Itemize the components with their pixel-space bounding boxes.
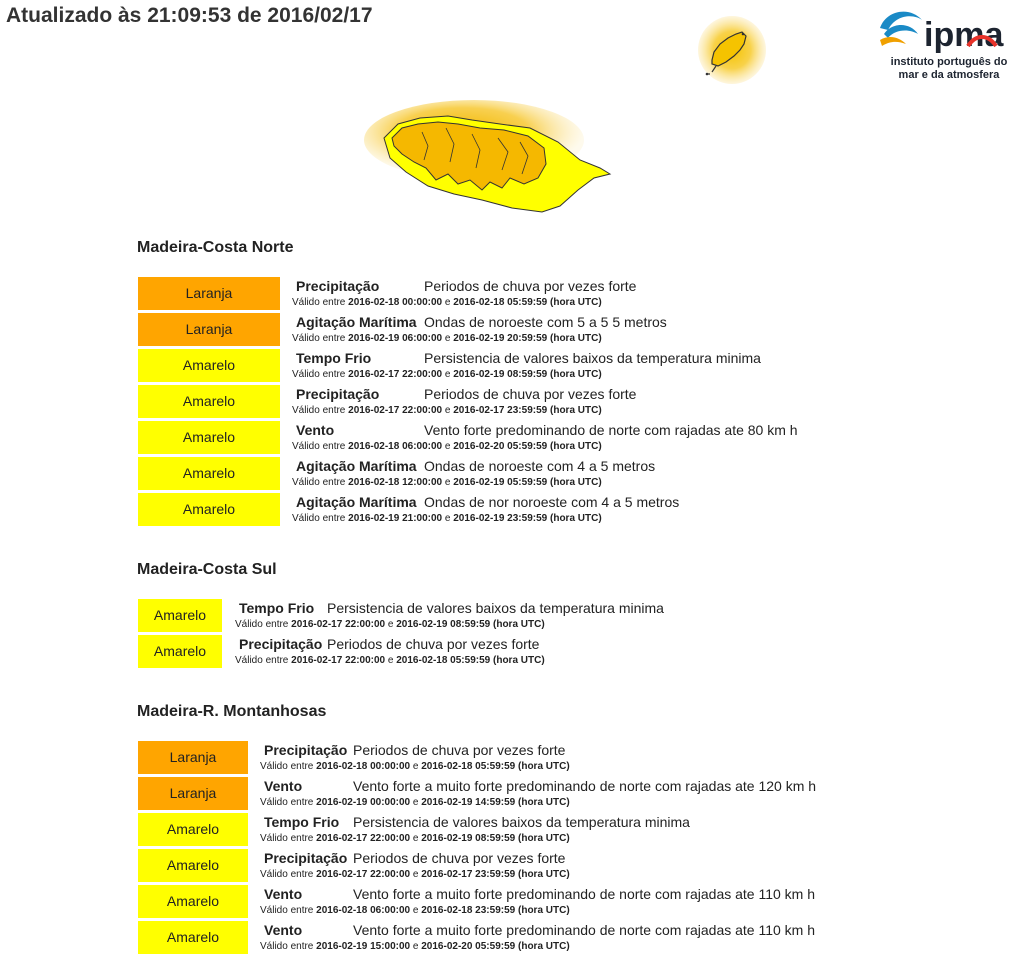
page-title: Atualizado às 21:09:53 de 2016/02/17 (6, 4, 373, 27)
warning-validity (292, 297, 602, 308)
validity-end: 2016-02-17 23:59:59 (453, 405, 548, 416)
validity-valid-prefix: Válido entre (292, 333, 346, 344)
validity-start: 2016-02-18 06:00:00 (316, 905, 411, 916)
warning-description: Vento forte a muito forte predominando de norte com rajadas ate 110 km h (353, 886, 816, 902)
warning-description: Periodos de chuva por vezes forte (327, 636, 540, 652)
warning-type-label: Tempo Frio (296, 350, 372, 366)
ipma-logo[interactable] (876, 4, 1022, 84)
validity-end: 2016-02-19 20:59:59 (453, 333, 548, 344)
warning-type-label: Tempo Frio (239, 600, 315, 616)
validity-conj: e (444, 369, 451, 380)
warning-description: Periodos de chuva por vezes forte (424, 278, 637, 294)
validity-start: 2016-02-17 22:00:00 (348, 369, 443, 380)
validity-start: 2016-02-18 06:00:00 (348, 441, 443, 452)
warning-description: Ondas de nor noroeste com 4 a 5 metros (424, 494, 680, 510)
validity-conj: e (444, 513, 451, 524)
warning-description: Periodos de chuva por vezes forte (424, 386, 637, 402)
validity-tz: (hora UTC) (493, 655, 545, 666)
warning-type-label: Agitação Marítima (296, 458, 417, 474)
logo-subtitle-line1: instituto português do (890, 56, 1008, 68)
warning-validity (292, 441, 602, 452)
validity-tz: (hora UTC) (518, 941, 570, 952)
validity-tz: (hora UTC) (518, 905, 570, 916)
validity-valid-prefix: Válido entre (235, 619, 289, 630)
warning-validity (260, 869, 570, 880)
validity-tz: (hora UTC) (550, 405, 602, 416)
validity-valid-prefix: Válido entre (260, 941, 314, 952)
warning-type-label: Agitação Marítima (296, 314, 417, 330)
validity-end: 2016-02-18 05:59:59 (396, 655, 491, 666)
warning-description: Periodos de chuva por vezes forte (353, 742, 566, 758)
warning-validity (292, 405, 602, 416)
validity-tz: (hora UTC) (550, 369, 602, 380)
warning-type-label: Precipitação (296, 386, 380, 402)
warning-description: Periodos de chuva por vezes forte (353, 850, 566, 866)
validity-valid-prefix: Válido entre (292, 405, 346, 416)
warning-type-label: Vento (264, 778, 303, 794)
warning-level-badge[interactable]: Amarelo (138, 921, 248, 954)
warning-validity (260, 905, 570, 916)
warning-level-badge[interactable]: Amarelo (138, 349, 280, 382)
validity-valid-prefix: Válido entre (292, 477, 346, 488)
validity-conj: e (412, 761, 419, 772)
warning-level-badge[interactable]: Amarelo (138, 493, 280, 526)
validity-conj: e (387, 655, 394, 666)
validity-valid-prefix: Válido entre (292, 513, 346, 524)
validity-end: 2016-02-18 05:59:59 (421, 761, 516, 772)
validity-end: 2016-02-19 14:59:59 (421, 797, 516, 808)
validity-end: 2016-02-19 08:59:59 (453, 369, 548, 380)
warning-level-badge[interactable]: Laranja (138, 777, 248, 810)
validity-end: 2016-02-19 08:59:59 (421, 833, 516, 844)
madeira-island-map[interactable] (362, 98, 618, 220)
warning-level-badge[interactable]: Amarelo (138, 849, 248, 882)
warning-validity (292, 369, 602, 380)
warning-validity (292, 333, 602, 344)
warning-level-badge[interactable]: Amarelo (138, 813, 248, 846)
validity-conj: e (444, 405, 451, 416)
validity-end: 2016-02-17 23:59:59 (421, 869, 516, 880)
validity-conj: e (412, 797, 419, 808)
validity-start: 2016-02-19 06:00:00 (348, 333, 443, 344)
warning-validity (260, 761, 570, 772)
validity-start: 2016-02-19 15:00:00 (316, 941, 411, 952)
validity-start: 2016-02-17 22:00:00 (316, 833, 411, 844)
logo-subtitle-line2: mar e da atmosfera (898, 69, 1000, 81)
validity-tz: (hora UTC) (518, 869, 570, 880)
warning-level-badge[interactable]: Laranja (138, 741, 248, 774)
ipma-logo-text: ipma (924, 16, 1004, 54)
validity-valid-prefix: Válido entre (260, 833, 314, 844)
warning-type-label: Precipitação (264, 742, 348, 758)
validity-start: 2016-02-18 00:00:00 (316, 761, 411, 772)
validity-end: 2016-02-19 23:59:59 (453, 513, 548, 524)
validity-conj: e (444, 477, 451, 488)
warning-description: Ondas de noroeste com 4 a 5 metros (424, 458, 656, 474)
warning-type-label: Precipitação (239, 636, 323, 652)
validity-conj: e (444, 297, 451, 308)
warning-level-badge[interactable]: Laranja (138, 313, 280, 346)
validity-conj: e (412, 869, 419, 880)
warning-level-badge[interactable]: Amarelo (138, 457, 280, 490)
validity-conj: e (387, 619, 394, 630)
warning-type-label: Vento (296, 422, 335, 438)
warning-level-badge[interactable]: Amarelo (138, 385, 280, 418)
section-1 (137, 560, 664, 666)
validity-conj: e (412, 905, 419, 916)
validity-end: 2016-02-18 23:59:59 (421, 905, 516, 916)
warning-description: Vento forte a muito forte predominando de norte com rajadas ate 110 km h (353, 922, 816, 938)
ipma-logo-mark (876, 4, 1022, 56)
validity-tz: (hora UTC) (518, 761, 570, 772)
validity-valid-prefix: Válido entre (292, 369, 346, 380)
validity-conj: e (444, 441, 451, 452)
validity-valid-prefix: Válido entre (235, 655, 289, 666)
validity-tz: (hora UTC) (550, 513, 602, 524)
validity-conj: e (412, 941, 419, 952)
validity-end: 2016-02-19 05:59:59 (453, 477, 548, 488)
validity-conj: e (412, 833, 419, 844)
warning-type-label: Vento (264, 886, 303, 902)
warning-type-label: Vento (264, 922, 303, 938)
warning-type-label: Precipitação (264, 850, 348, 866)
warning-level-badge[interactable]: Amarelo (138, 421, 280, 454)
warning-description: Vento forte predominando de norte com rajadas ate 80 km h (424, 422, 798, 438)
ipma-logo-subtitle (876, 56, 1022, 82)
section-title: Madeira-Costa Sul (137, 561, 277, 578)
validity-tz: (hora UTC) (550, 477, 602, 488)
section-0 (137, 238, 798, 524)
section-title: Madeira-R. Montanhosas (137, 703, 327, 720)
warning-type-label: Precipitação (296, 278, 380, 294)
warning-validity (260, 833, 570, 844)
warning-level-badge[interactable]: Amarelo (138, 599, 222, 632)
validity-valid-prefix: Válido entre (260, 761, 314, 772)
validity-end: 2016-02-18 05:59:59 (453, 297, 548, 308)
validity-valid-prefix: Válido entre (260, 869, 314, 880)
validity-tz: (hora UTC) (493, 619, 545, 630)
porto-santo-map[interactable] (690, 14, 770, 88)
validity-tz: (hora UTC) (518, 797, 570, 808)
validity-valid-prefix: Válido entre (260, 905, 314, 916)
section-title: Madeira-Costa Norte (137, 239, 294, 256)
warning-validity (260, 797, 570, 808)
warning-validity (260, 941, 570, 952)
validity-tz: (hora UTC) (550, 441, 602, 452)
validity-tz: (hora UTC) (550, 297, 602, 308)
validity-valid-prefix: Válido entre (292, 297, 346, 308)
validity-valid-prefix: Válido entre (260, 797, 314, 808)
validity-start: 2016-02-17 22:00:00 (316, 869, 411, 880)
warning-level-badge[interactable]: Amarelo (138, 635, 222, 668)
validity-start: 2016-02-17 22:00:00 (291, 655, 386, 666)
validity-end: 2016-02-20 05:59:59 (421, 941, 516, 952)
warning-description: Ondas de noroeste com 5 a 5 5 metros (424, 314, 667, 330)
warning-description: Persistencia de valores baixos da temperatura minima (424, 350, 761, 366)
validity-valid-prefix: Válido entre (292, 441, 346, 452)
warning-level-badge[interactable]: Amarelo (138, 885, 248, 918)
section-2 (137, 702, 817, 952)
validity-start: 2016-02-17 22:00:00 (291, 619, 386, 630)
warning-description: Persistencia de valores baixos da temperatura minima (353, 814, 690, 830)
warning-level-badge[interactable]: Laranja (138, 277, 280, 310)
validity-start: 2016-02-19 21:00:00 (348, 513, 443, 524)
warning-type-label: Tempo Frio (264, 814, 340, 830)
warning-validity (235, 655, 545, 666)
validity-conj: e (444, 333, 451, 344)
validity-start: 2016-02-17 22:00:00 (348, 405, 443, 416)
warning-description: Persistencia de valores baixos da temperatura minima (327, 600, 664, 616)
validity-end: 2016-02-19 08:59:59 (396, 619, 491, 630)
validity-tz: (hora UTC) (518, 833, 570, 844)
warning-validity (292, 477, 602, 488)
warning-validity (292, 513, 602, 524)
warning-type-label: Agitação Marítima (296, 494, 417, 510)
validity-end: 2016-02-20 05:59:59 (453, 441, 548, 452)
warning-validity (235, 619, 545, 630)
validity-start: 2016-02-18 12:00:00 (348, 477, 443, 488)
validity-start: 2016-02-19 00:00:00 (316, 797, 411, 808)
warning-description: Vento forte a muito forte predominando de norte com rajadas ate 120 km h (353, 778, 817, 794)
validity-tz: (hora UTC) (550, 333, 602, 344)
validity-start: 2016-02-18 00:00:00 (348, 297, 443, 308)
